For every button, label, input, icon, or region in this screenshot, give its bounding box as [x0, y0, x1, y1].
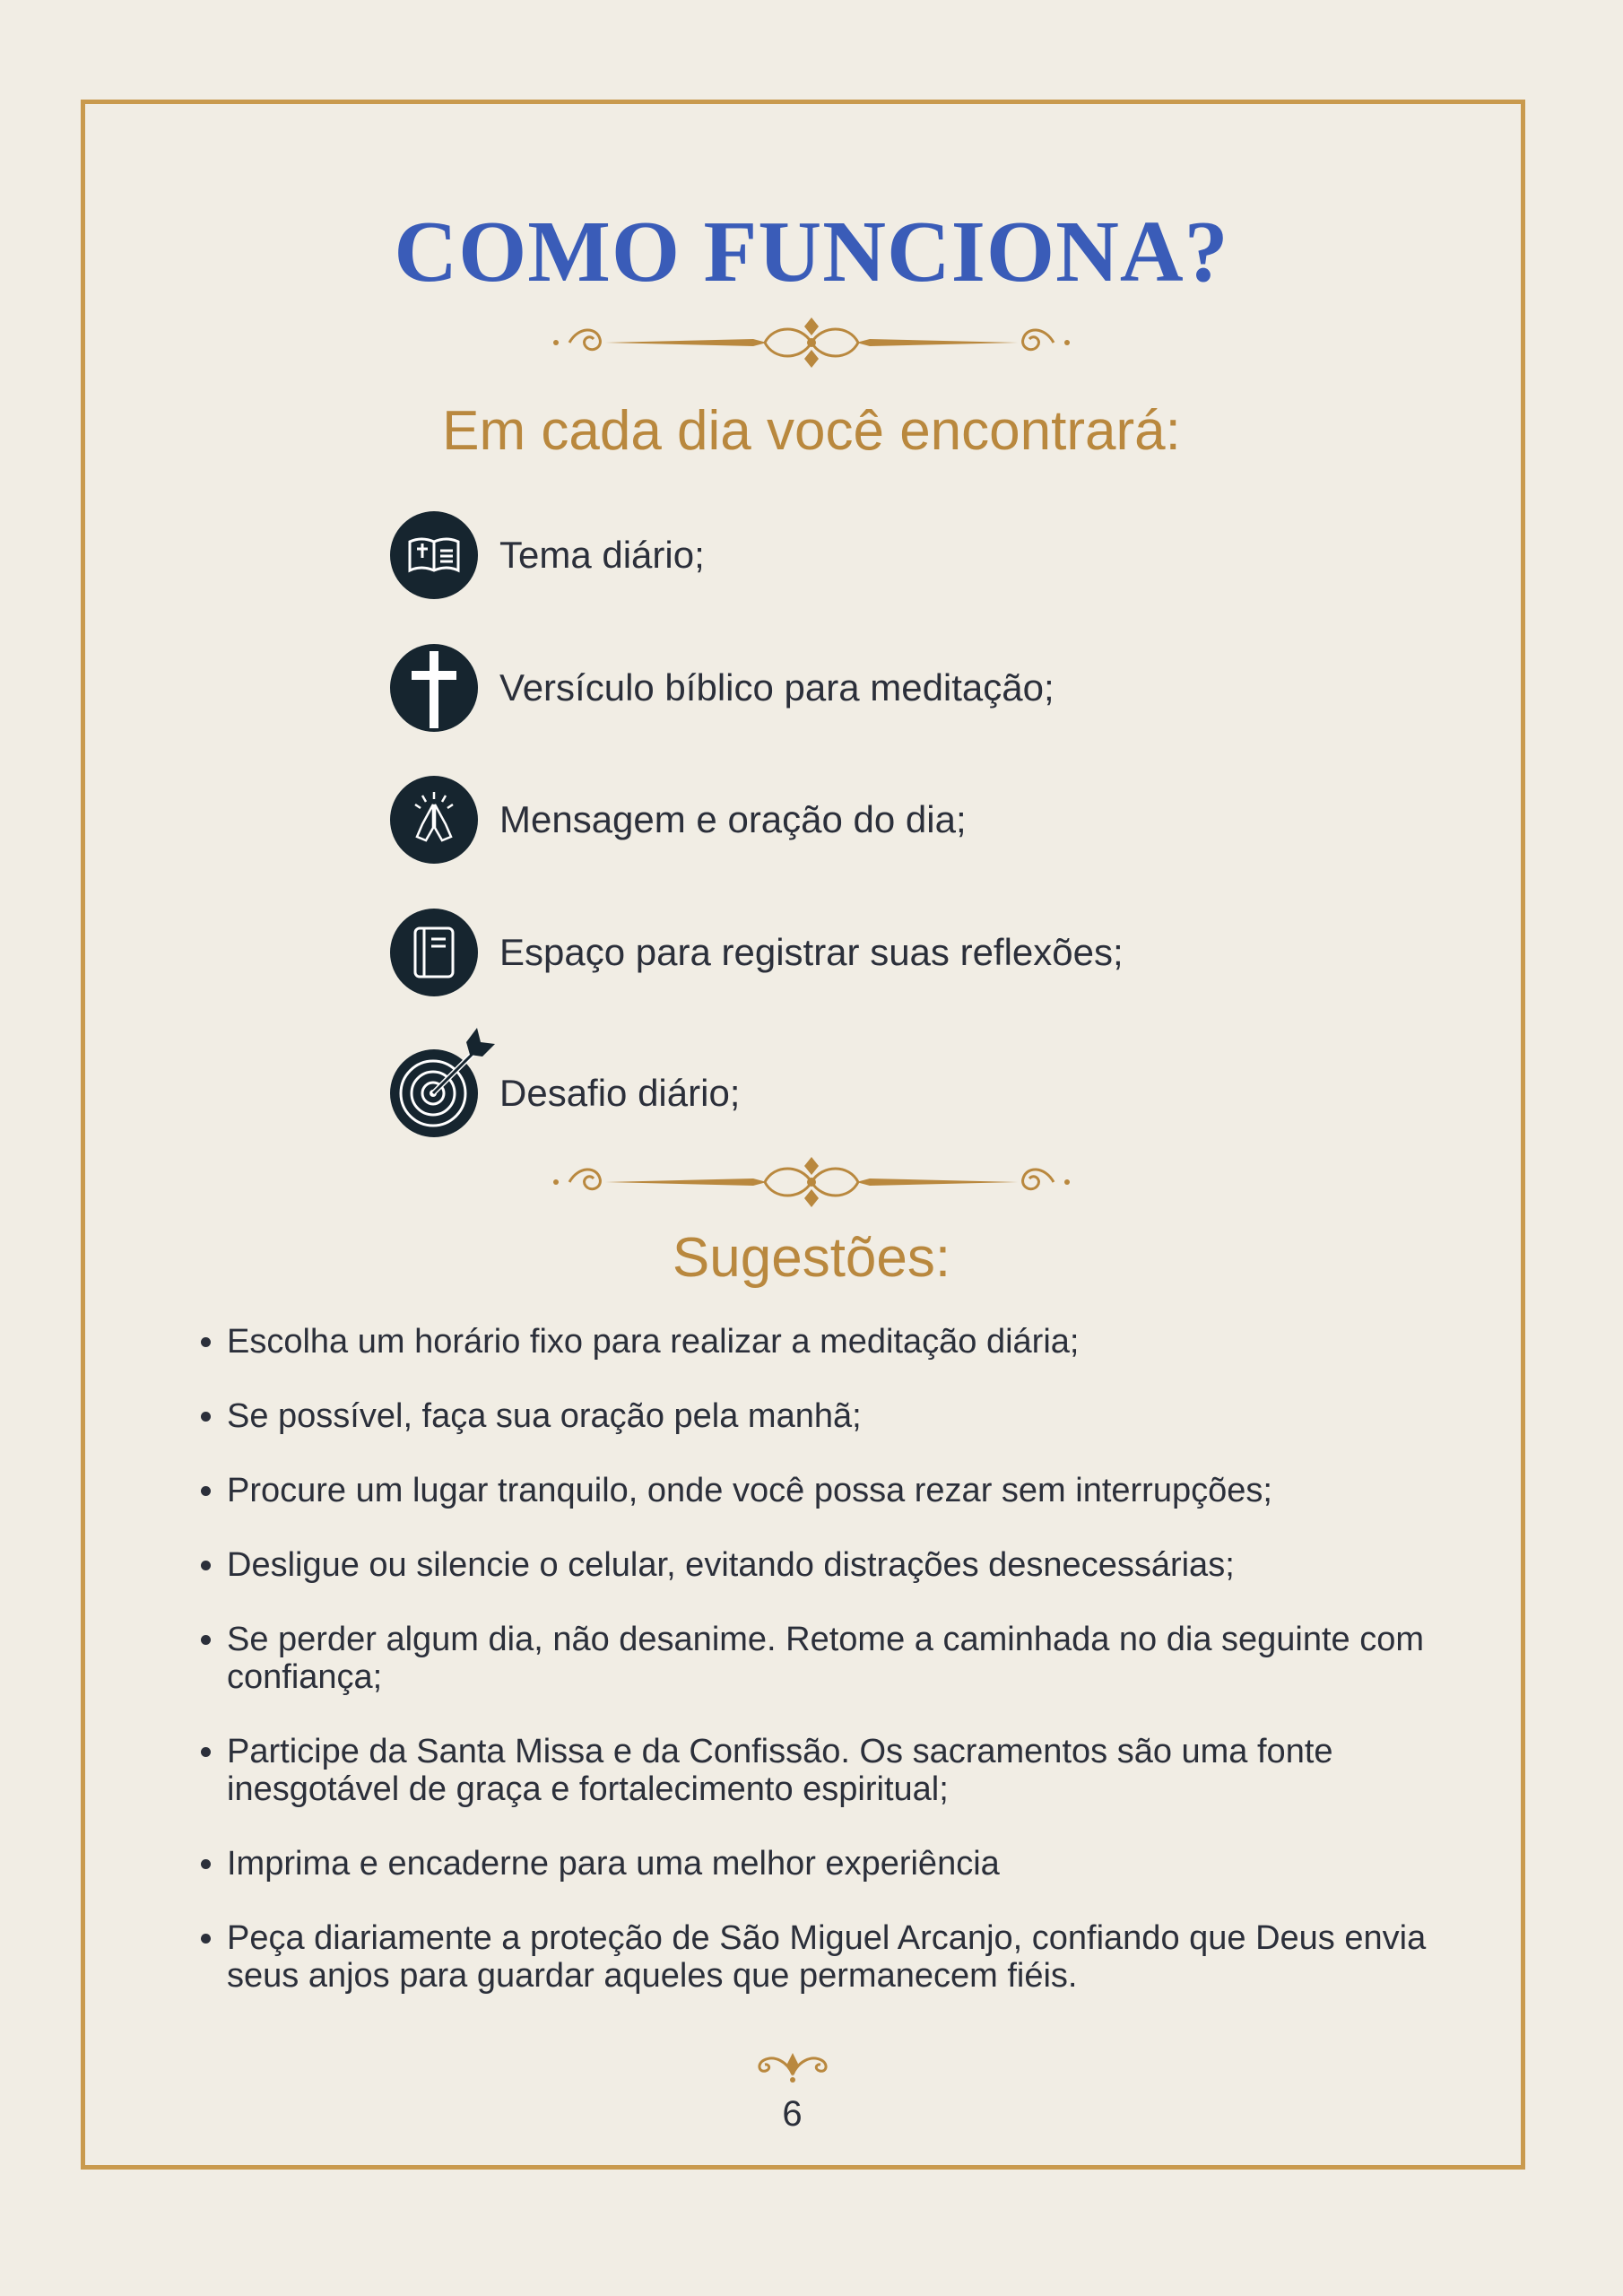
feature-label: Versículo bíblico para meditação;: [499, 666, 1055, 709]
page-number: 6: [782, 2094, 803, 2134]
top-ornament-divider: [0, 314, 1623, 376]
middle-ornament-divider: [0, 1153, 1623, 1215]
praying-hands-icon: [390, 776, 478, 864]
feature-item: [390, 1048, 740, 1138]
target-arrow-icon: [390, 1049, 478, 1137]
tips-heading: Sugestões:: [672, 1227, 951, 1289]
cross-icon: [390, 644, 478, 732]
tip-item: Escolha um horário fixo para realizar a meditação diária;: [197, 1323, 1453, 1361]
tip-item: Peça diariamente a proteção de São Miguel Arcanjo, confiando que Deus envia seus anjos para guardar aqueles que permanecem fiéis.: [197, 1919, 1453, 1995]
feature-item: [390, 908, 1124, 997]
tip-item: Se perder algum dia, não desanime. Retome a caminhada no dia seguinte com confiança;: [197, 1621, 1453, 1696]
feature-item: [390, 775, 967, 865]
bottom-flourish-ornament: [0, 2048, 1584, 2088]
page-title: COMO FUNCIONA?: [394, 204, 1229, 300]
feature-item: [390, 643, 1055, 733]
tip-item: Procure um lugar tranquilo, onde você possa rezar sem interrupções;: [197, 1472, 1453, 1509]
tips-list: [197, 1323, 1453, 2031]
feature-label: Desafio diário;: [499, 1072, 741, 1114]
section-subtitle: Em cada dia você encontrará:: [442, 400, 1181, 462]
notebook-icon: [390, 909, 478, 996]
feature-label: Mensagem e oração do dia;: [499, 798, 967, 840]
feature-label: Espaço para registrar suas reflexões;: [499, 931, 1124, 973]
tip-item: Desligue ou silencie o celular, evitando distrações desnecessárias;: [197, 1546, 1453, 1584]
tip-item: Se possível, faça sua oração pela manhã;: [197, 1397, 1453, 1435]
tip-item: Imprima e encaderne para uma melhor experiência: [197, 1845, 1453, 1883]
tip-item: Participe da Santa Missa e da Confissão. Os sacramentos são uma fonte inesgotável de graça e fortalecimento espiritual;: [197, 1733, 1453, 1808]
feature-item: [390, 510, 705, 600]
open-book-cross-icon: [390, 511, 478, 599]
feature-label: Tema diário;: [499, 534, 705, 576]
